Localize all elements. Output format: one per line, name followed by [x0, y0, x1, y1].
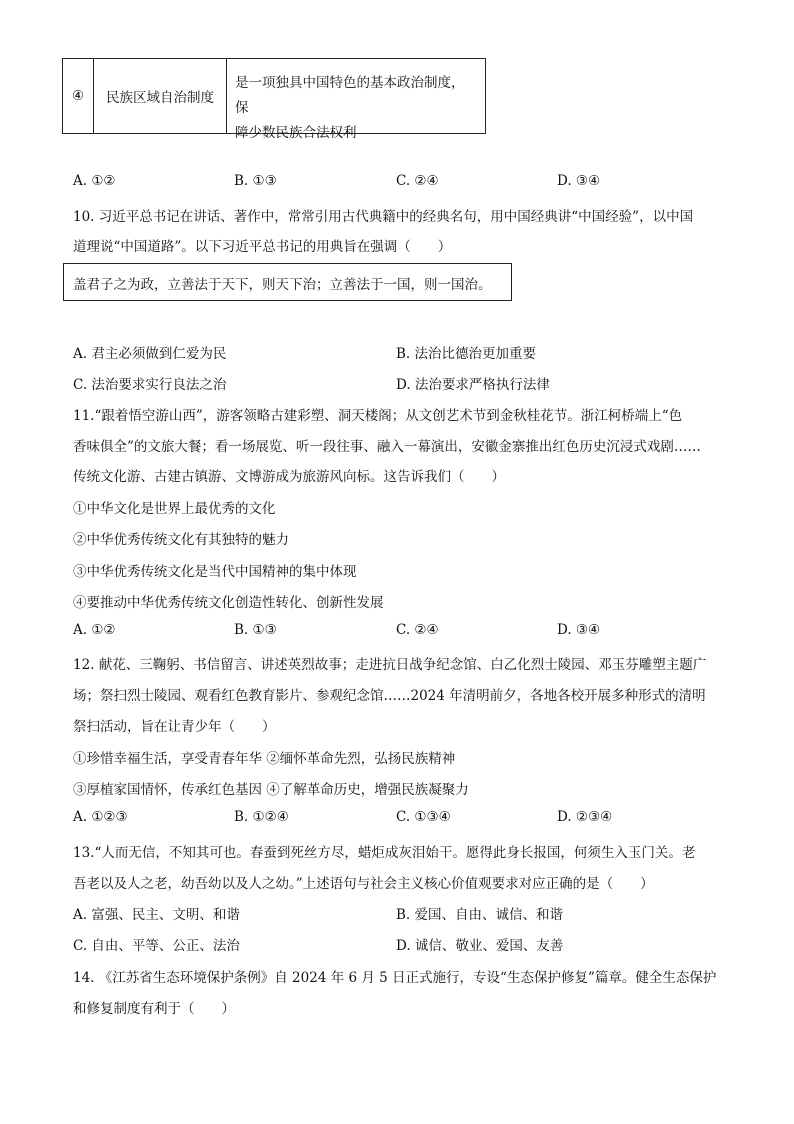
option-a[interactable]: A. ①②③ [73, 809, 128, 825]
q12-options [73, 809, 713, 829]
q11-stem-line: 香味俱全”的文旅大餐；看一场展览、听一段往事、融入一幕演出，安徽金寨推出红色历史沉浸式戏剧…… [73, 439, 701, 455]
option-b[interactable]: B. 爱国、自由、诚信、和谐 [396, 907, 564, 923]
option-c[interactable]: C. ①③④ [396, 809, 451, 825]
q12-item-line: ③厚植家国情怀，传承红色基因 ④了解革命历史，增强民族凝聚力 [73, 782, 469, 798]
q14-stem-line: 和修复制度有利于（ ） [73, 1001, 235, 1017]
q11-options [73, 622, 713, 642]
option-b[interactable]: B. ①③ [234, 173, 277, 189]
option-c[interactable]: C. 法治要求实行良法之治 [73, 377, 227, 393]
q13-options-row [73, 934, 713, 954]
description-line: 是一项独具中国特色的基本政治制度，保 [235, 75, 465, 116]
q10-quote-box: 盖君子之为政，立善法于天下，则天下治；立善法于一国，则一国治。 [63, 263, 512, 301]
option-b[interactable]: B. 法治比德治更加重要 [396, 346, 537, 362]
system-description [227, 59, 485, 141]
option-b[interactable]: B. ①②④ [234, 809, 289, 825]
q12-stem-line: 12. 献花、三鞠躬、书信留言、讲述英烈故事；走进抗日战争纪念馆、白乙化烈士陵园、邓玉芬雕塑主题广 [73, 657, 707, 673]
option-d[interactable]: D. ③④ [557, 173, 601, 189]
q14-stem-line: 14. 《江苏省生态环境保护条例》自 2024 年 6 月 5 日正式施行，专设“生态保护修复”篇章。健全生态保护 [73, 970, 717, 986]
q11-stem-line: 11.“跟着悟空游山西”，游客领略古建彩塑、洞天楼阁；从文创艺术节到金秋桂花节。浙江柯桥端上“色 [73, 408, 683, 424]
system-name: 民族区域自治制度 [94, 59, 227, 133]
q13-options-row [73, 903, 713, 923]
q10-stem-line: 道理说“中国道路”。以下习近平总书记的用典旨在强调（ ） [73, 239, 452, 255]
option-d[interactable]: D. 法治要求严格执行法律 [396, 377, 550, 393]
option-b[interactable]: B. ①③ [234, 622, 277, 638]
q11-item: ②中华优秀传统文化有其独特的魅力 [73, 532, 289, 548]
q11-item: ④要推动中华优秀传统文化创造性转化、创新性发展 [73, 595, 384, 611]
q12-stem-line: 祭扫活动，旨在让青少年（ ） [73, 719, 276, 735]
option-d[interactable]: D. 诚信、敬业、爱国、友善 [396, 938, 564, 954]
q11-stem-line: 传统文化游、古建古镇游、文博游成为旅游风向标。这告诉我们（ ） [73, 469, 505, 485]
q13-stem-line: 13.“人而无信，不知其可也。春蚕到死丝方尽，蜡炬成灰泪始干。愿得此身长报国，何须生入玉门关。老 [73, 845, 696, 861]
option-a[interactable]: A. 君主必须做到仁爱为民 [73, 346, 227, 362]
q9-options [73, 173, 713, 193]
system-table-row [62, 58, 486, 141]
option-d[interactable]: D. ③④ [557, 622, 601, 638]
option-d[interactable]: D. ②③④ [557, 809, 613, 825]
q10-options-row [73, 342, 713, 362]
q11-item: ①中华文化是世界上最优秀的文化 [73, 501, 276, 517]
description-line: 障少数民族合法权利 [235, 125, 357, 141]
option-a[interactable]: A. 富强、民主、文明、和谐 [73, 907, 240, 923]
option-c[interactable]: C. ②④ [396, 173, 439, 189]
option-c[interactable]: C. 自由、平等、公正、法治 [73, 938, 240, 954]
q11-item: ③中华优秀传统文化是当代中国精神的集中体现 [73, 564, 357, 580]
q12-item-line: ①珍惜幸福生活，享受青春年华 ②缅怀革命先烈，弘扬民族精神 [73, 751, 456, 767]
q10-options-row [73, 373, 713, 393]
row-number: ④ [63, 59, 94, 133]
option-a[interactable]: A. ①② [73, 622, 116, 638]
option-c[interactable]: C. ②④ [396, 622, 439, 638]
q10-stem-line: 10. 习近平总书记在讲话、著作中，常常引用古代典籍中的经典名句，用中国经典讲“中国经验”，以中国 [73, 209, 694, 225]
q13-stem-line: 吾老以及人之老，幼吾幼以及人之幼。”上述语句与社会主义核心价值观要求对应正确的是（ ） [73, 876, 654, 892]
q12-stem-line: 场；祭扫烈士陵园、观看红色教育影片、参观纪念馆……2024 年清明前夕，各地各校开展多种形式的清明 [73, 688, 706, 704]
option-a[interactable]: A. ①② [73, 173, 116, 189]
